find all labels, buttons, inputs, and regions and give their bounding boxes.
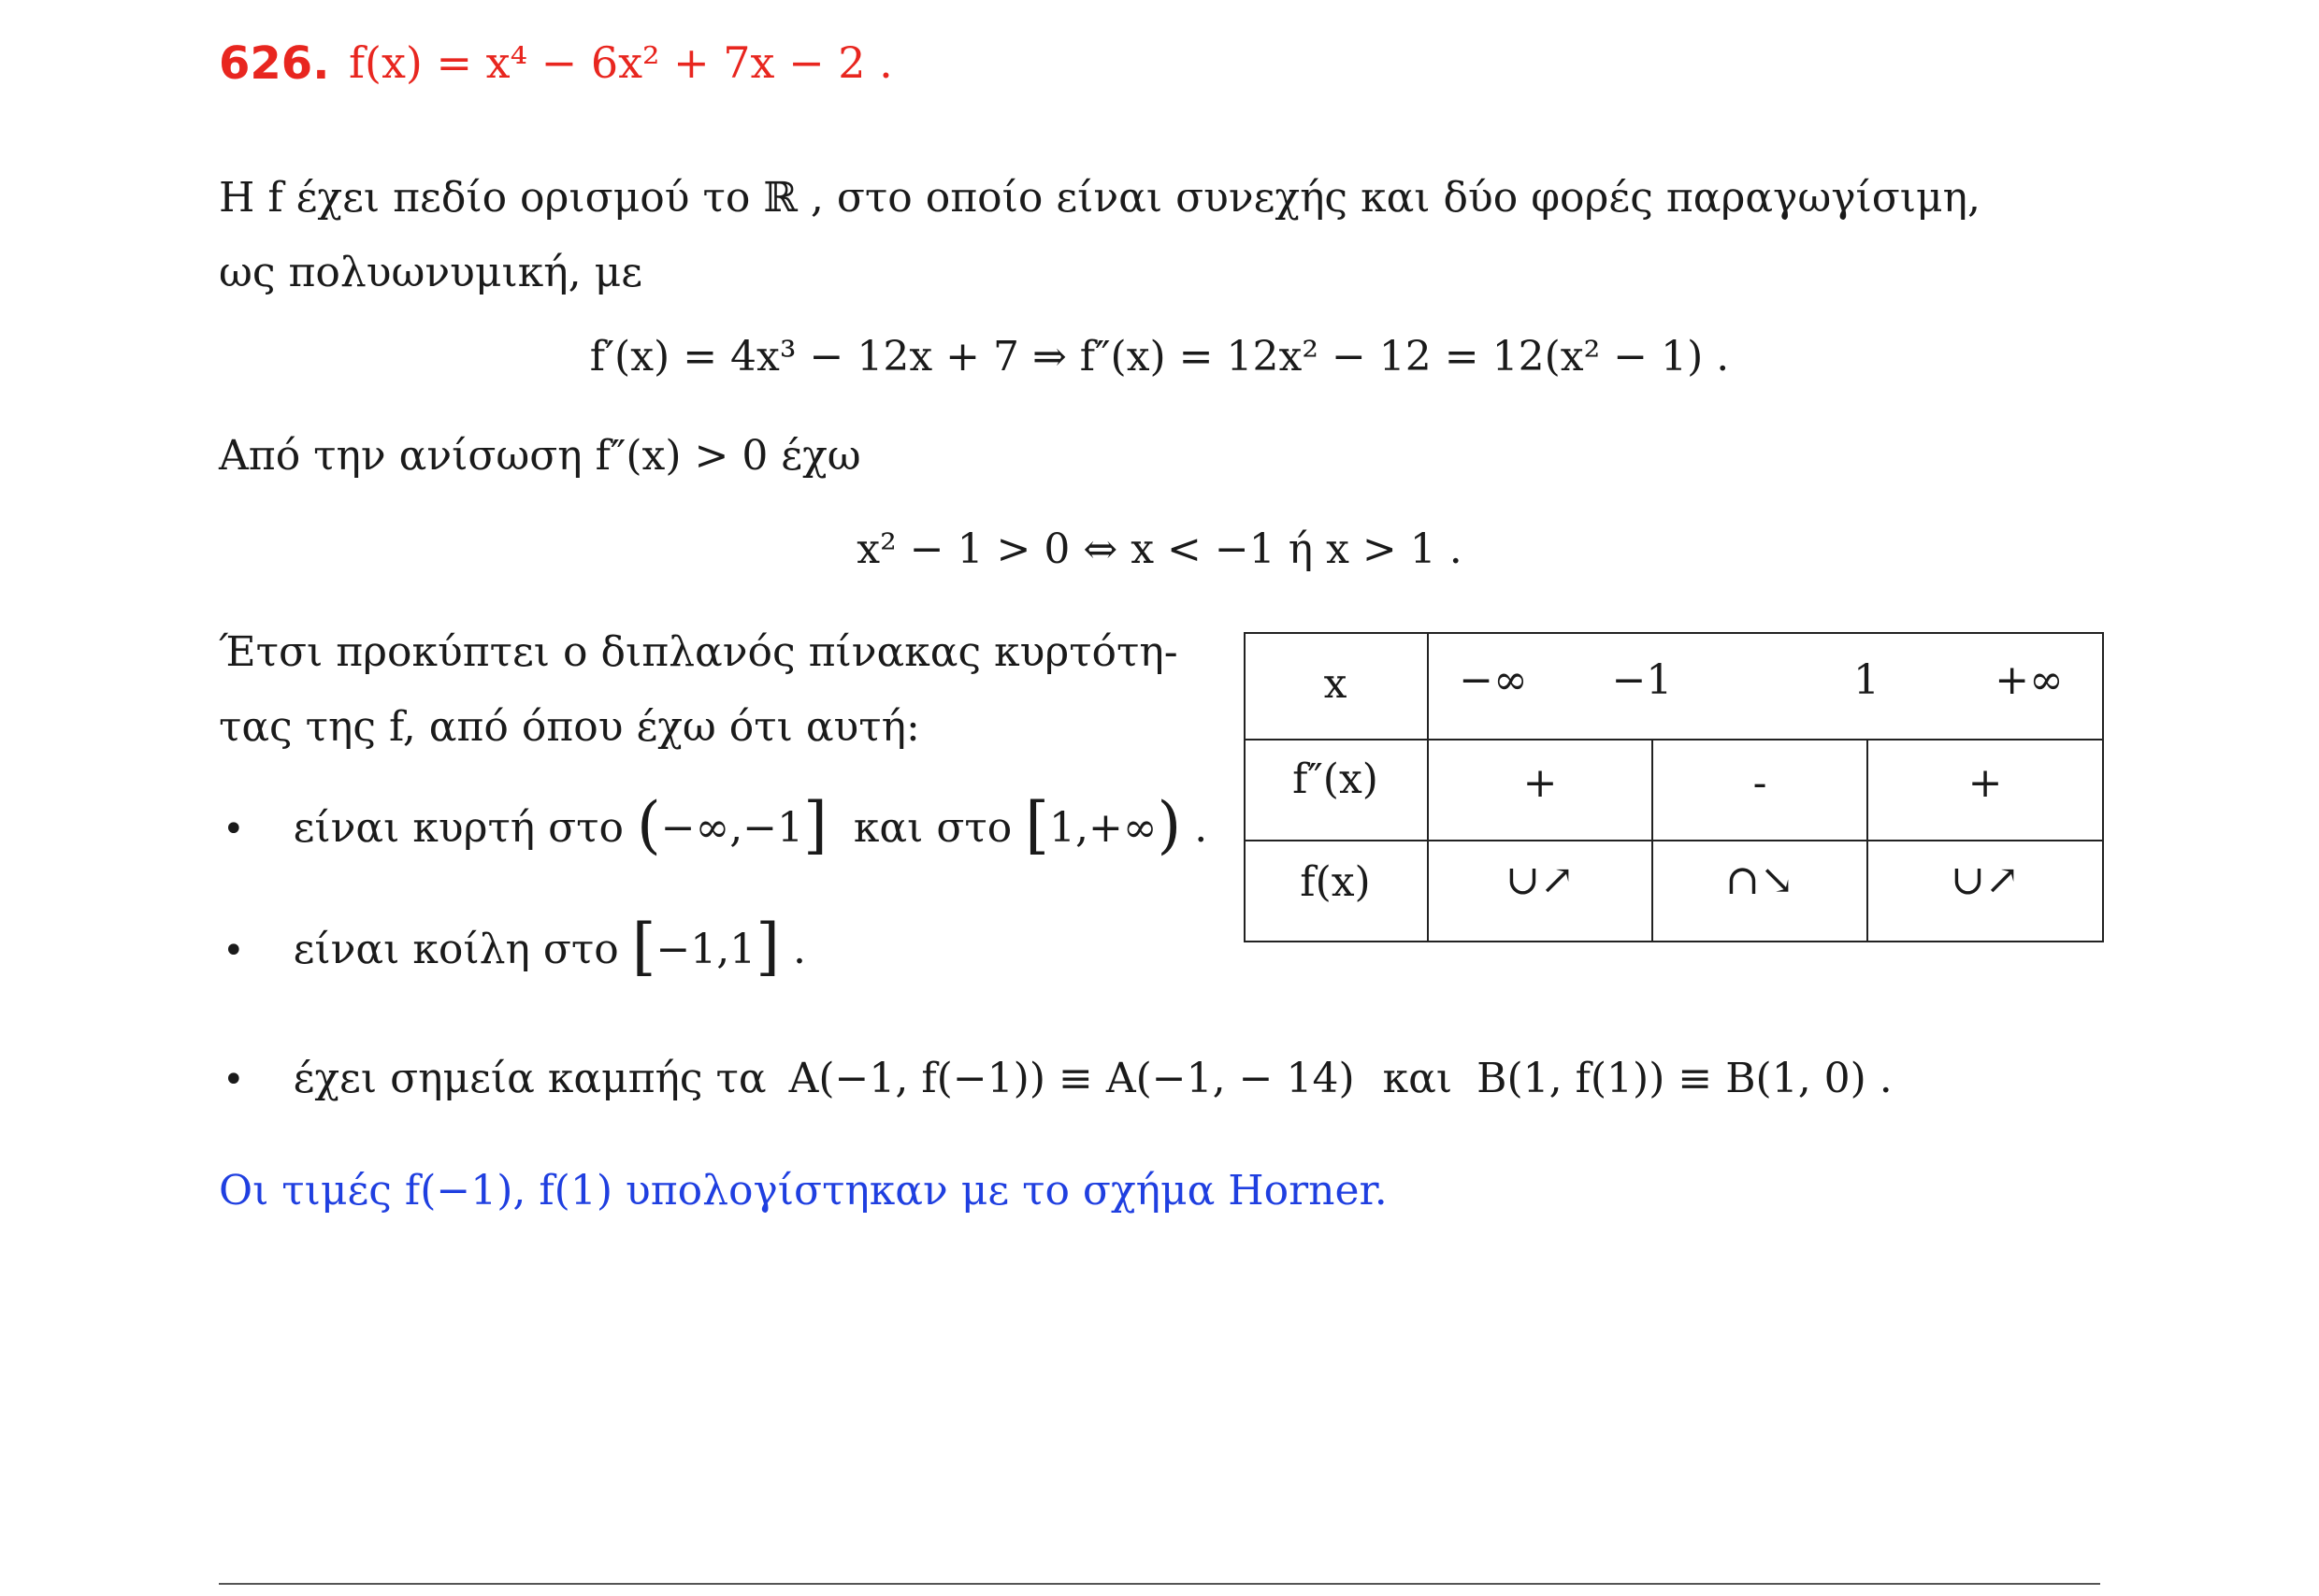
derivatives-equation: f′(x) = 4x³ − 12x + 7 ⇒ f″(x) = 12x² − 12 = 12(x² − 1) .: [589, 333, 1730, 381]
footer-rule: [219, 1583, 2100, 1585]
bullet-dot: •: [223, 929, 245, 972]
intro-line-1: Η f έχει πεδίο ορισμού το ℝ , στο οποίο είναι συνεχής και δύο φορές παραγωγίσιμη,: [219, 174, 1981, 222]
table-header-neg-one: −1: [1611, 656, 1673, 704]
problem-function: f(x) = x⁴ − 6x² + 7x − 2 .: [349, 37, 893, 88]
bullet-convex: • είναι κυρτή στο (−∞,−1] και στο [1,+∞) .: [223, 789, 1208, 862]
table-header-one: 1: [1853, 656, 1880, 704]
interval-neg-one-one: −1,1: [655, 926, 756, 973]
horner-note: Οι τιμές f(−1), f(1) υπολογίστηκαν με το σχήμα Horner.: [219, 1167, 1388, 1215]
bullet-inflection: [223, 1051, 1893, 1108]
table-row-function-label: f(x): [1300, 858, 1371, 906]
bullet-inflection-mid: και: [1382, 1055, 1453, 1102]
bullet-convex-prefix: είναι κυρτή στο: [293, 804, 625, 852]
table-row-second-derivative-label: f″(x): [1292, 755, 1378, 803]
bullet-dot: •: [223, 808, 245, 851]
table-header-label: x: [1323, 660, 1347, 708]
bullet-convex-mid: και στο: [853, 804, 1013, 852]
problem-number: 626.: [219, 37, 330, 90]
table-border-right: [2102, 632, 2104, 942]
interval-neg-inf-neg-one: −∞,−1: [660, 804, 804, 852]
convex-arc-icon: ∪↗: [1951, 856, 2020, 904]
table-intro-line-2: τας της f, από όπου έχω ότι αυτή:: [219, 703, 920, 751]
bullet-concave-prefix: είναι κοίλη στο: [293, 926, 619, 973]
interval-one-pos-inf: 1,+∞: [1048, 804, 1158, 852]
table-intro-line-1: Έτσι προκύπτει ο διπλανός πίνακας κυρτότη-: [219, 628, 1178, 676]
table-header-neg-inf: −∞: [1459, 656, 1528, 704]
bullet-inflection-prefix: έχει σημεία καμπής τα: [293, 1055, 767, 1102]
convex-arc-icon: ∪↗: [1505, 856, 1575, 904]
table-row-sep-2: [1244, 840, 2104, 841]
inflection-point-b: B(1, f(1)) ≡ B(1, 0) .: [1476, 1055, 1893, 1102]
intro-line-2: ως πολυωνυμική, με: [219, 249, 642, 296]
inequality-intro: Από την ανίσωση f″(x) > 0 έχω: [219, 432, 861, 480]
inequality-equation: x² − 1 > 0 ⇔ x < −1 ή x > 1 .: [857, 525, 1462, 573]
table-border-bottom: [1244, 941, 2104, 942]
sign-plus-left: +: [1522, 759, 1558, 807]
bullet-dot: •: [223, 1058, 245, 1101]
table-row-sep-1: [1244, 739, 2104, 740]
table-border-top: [1244, 632, 2104, 634]
table-header-pos-inf: +∞: [1995, 656, 2064, 704]
sign-plus-right: +: [1967, 759, 2003, 807]
inflection-point-a: A(−1, f(−1)) ≡ A(−1, − 14): [788, 1055, 1355, 1102]
sign-minus-middle: -: [1752, 759, 1767, 807]
bullet-concave: • είναι κοίλη στο [−1,1] .: [223, 911, 807, 984]
convexity-table: [1244, 632, 2104, 942]
concave-arc-icon: ∩↘: [1725, 856, 1794, 904]
